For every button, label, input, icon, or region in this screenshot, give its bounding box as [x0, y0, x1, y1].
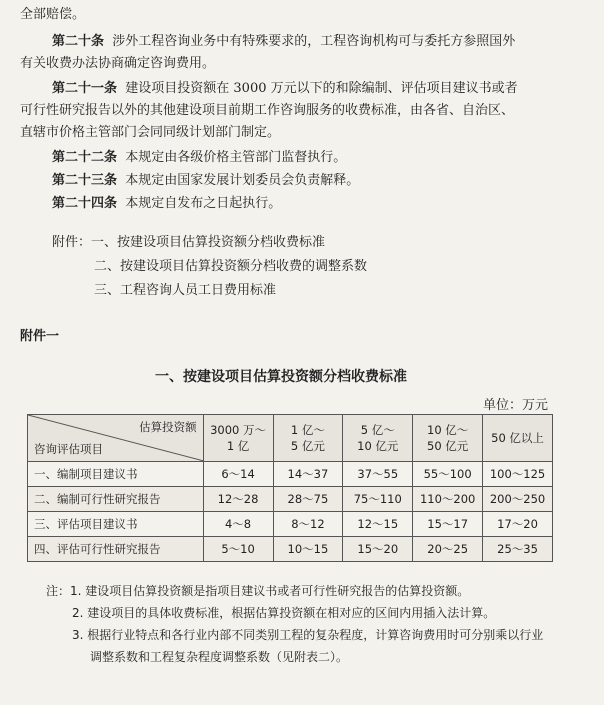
header-top-label: 估算投资额: [139, 420, 197, 434]
table-cell: 15～17: [413, 512, 483, 537]
article-22-label: 第二十二条: [52, 150, 118, 165]
article-21-label: 第二十一条: [52, 81, 118, 96]
table-cell: 110～200: [413, 487, 483, 512]
article-20-body: 涉外工程咨询业务中有特殊要求的，工程咨询机构可与委托方参照国外: [112, 34, 516, 49]
attachment-1: 一、按建设项目估算投资额分档收费标准: [91, 235, 326, 250]
article-23-body: 本规定由国家发展计划委员会负责解释。: [125, 173, 360, 188]
table-row: [28, 487, 553, 512]
note-3-cont: 调整系数和工程复杂程度调整系数（见附表二）。: [90, 650, 349, 664]
article-24-body: 本规定自发布之日起执行。: [125, 196, 282, 211]
notes-block: [46, 580, 566, 668]
article-24-label: 第二十四条: [52, 196, 118, 211]
table-cell: 17～20: [483, 512, 553, 537]
article-21-cont2: 直辖市价格主管部门会同同级计划部门制定。: [20, 125, 281, 140]
table-header-row: [28, 415, 553, 462]
table-cell: 20～25: [413, 537, 483, 562]
table-cell: 5～10: [203, 537, 273, 562]
column-header: 1 亿～ 5 亿元: [273, 415, 343, 462]
column-header: 5 亿～ 10 亿元: [343, 415, 413, 462]
article-21-cont1: 可行性研究报告以外的其他建设项目前期工作咨询服务的收费标准，由各省、自治区、: [20, 103, 515, 118]
note-3: 3. 根据行业特点和各行业内部不同类别工程的复杂程度，计算咨询费用时可分别乘以行业: [72, 628, 544, 642]
fee-table: [27, 414, 553, 562]
attachments-label: 附件：: [52, 235, 92, 250]
table-row: [28, 462, 553, 487]
table-cell: 25～35: [483, 537, 553, 562]
table-title: 一、按建设项目估算投资额分档收费标准: [155, 369, 407, 385]
table-cell: 100～125: [483, 462, 553, 487]
column-header: 10 亿～ 50 亿元: [413, 415, 483, 462]
table-row: [28, 537, 553, 562]
table-cell: 14～37: [273, 462, 343, 487]
note-2: 2. 建设项目的具体收费标准，根据估算投资额在相对应的区间内用插入法计算。: [72, 606, 496, 620]
attachment-2: 二、按建设项目估算投资额分档收费的调整系数: [94, 259, 368, 274]
table-cell: 12～28: [203, 487, 273, 512]
header-diagonal-cell: [28, 415, 204, 462]
table-cell: 28～75: [273, 487, 343, 512]
article-20-cont: 有关收费办法协商确定咨询费用。: [20, 56, 216, 71]
column-header: 3000 万～ 1 亿: [203, 415, 273, 462]
article-20: [20, 31, 586, 53]
notes-label: 注：: [46, 584, 71, 598]
attachment-3: 三、工程咨询人员工日费用标准: [94, 283, 277, 298]
appendix-title: 附件一: [20, 329, 60, 344]
note-1: 注：1. 建设项目估算投资额是指项目建议书或者可行性研究报告的估算投资额。: [46, 584, 470, 598]
table-cell: 37～55: [343, 462, 413, 487]
article-22: [20, 147, 586, 169]
article-24: [20, 193, 586, 215]
table-cell: 75～110: [343, 487, 413, 512]
table-row: [28, 512, 553, 537]
article-23-label: 第二十三条: [52, 173, 118, 188]
row-label: 二、编制可行性研究报告: [28, 487, 204, 512]
table-cell: 8～12: [273, 512, 343, 537]
row-label: 三、评估项目建议书: [28, 512, 204, 537]
table-cell: 12～15: [343, 512, 413, 537]
header-bottom-label: 咨询评估项目: [34, 442, 103, 456]
table-cell: 10～15: [273, 537, 343, 562]
article-22-body: 本规定由各级价格主管部门监督执行。: [125, 150, 347, 165]
row-label: 四、评估可行性研究报告: [28, 537, 204, 562]
column-header: 50 亿以上: [483, 415, 553, 462]
table-cell: 200～250: [483, 487, 553, 512]
table-cell: 6～14: [203, 462, 273, 487]
attachments-line-1: [52, 232, 604, 254]
unit-label: 单位：万元: [482, 398, 548, 413]
table-cell: 15～20: [343, 537, 413, 562]
table-cell: 4～8: [203, 512, 273, 537]
row-label: 一、编制项目建议书: [28, 462, 204, 487]
article-21: [20, 78, 586, 100]
table-cell: 55～100: [413, 462, 483, 487]
article-20-label: 第二十条: [52, 34, 105, 49]
article-23: [20, 170, 586, 192]
lead-fragment: 全部赔偿。: [20, 7, 86, 22]
article-21-body: 建设项目投资额在 3000 万元以下的和除编制、评估项目建议书或者: [125, 81, 518, 96]
